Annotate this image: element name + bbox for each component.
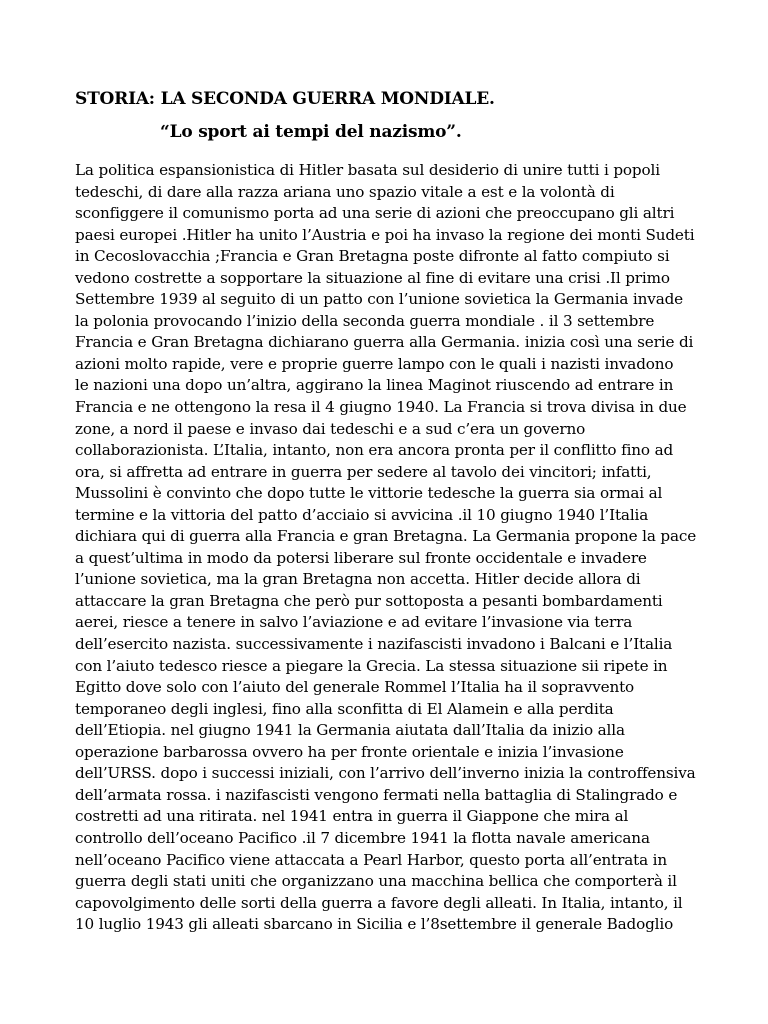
text-line: zone, a nord il paese e invaso dai tedeschi e a sud c’era un governo (75, 419, 586, 438)
text-line: operazione barbarossa ovvero ha per fronte orientale e inizia l’invasione (75, 742, 624, 761)
text-line: Francia e ne ottengono la resa il 4 giugno 1940. La Francia si trova divisa in due (75, 398, 687, 417)
text-line: La politica espansionistica di Hitler basata sul desiderio di unire tutti i popoli (75, 161, 660, 179)
text-line: paesi europei .Hitler ha unito l’Austria e poi ha invaso la regione dei monti Sudeti (75, 225, 695, 244)
text-line: attaccare la gran Bretagna che però pur sottoposta a pesanti bombardamenti (75, 591, 663, 610)
text-line: Francia e Gran Bretagna dichiarano guerra alla Germania. inizia così una serie di (75, 333, 694, 352)
text-line: temporaneo degli inglesi, fino alla sconfitta di El Alamein e alla perdita (75, 699, 614, 718)
text-line: sconfiggere il comunismo porta ad una serie di azioni che preoccupano gli altri (75, 204, 675, 223)
text-line: in Cecoslovacchia ;Francia e Gran Bretagna poste difronte al fatto compiuto si (75, 247, 670, 266)
text-line: le nazioni una dopo un’altra, aggirano la linea Maginot riuscendo ad entrare in (75, 376, 674, 395)
text-line: tedeschi, di dare alla razza ariana uno spazio vitale a est e la volontà di (75, 182, 615, 201)
text-line: collaborazionista. L’Italia, intanto, non era ancora pronta per il conflitto fino ad (75, 441, 674, 460)
text-line: a quest’ultima in modo da potersi liberare sul fronte occidentale e invadere (75, 548, 647, 567)
text-line: Mussolini è convinto che dopo tutte le vittorie tedesche la guerra sia ormai al (75, 484, 663, 503)
text-line: azioni molto rapide, vere e proprie guerre lampo con le quali i nazisti invadono (75, 354, 674, 373)
text-line: con l’aiuto tedesco riesce a piegare la Grecia. La stessa situazione sii ripete in (75, 656, 668, 675)
text-line: dell’armata rossa. i nazifascisti vengono fermati nella battaglia di Stalingrado e (75, 785, 678, 804)
body-text (75, 160, 715, 936)
text-line: dell’esercito nazista. successivamente i nazifascisti invadono i Balcani e l’Italia (75, 635, 673, 654)
text-line: guerra degli stati uniti che organizzano una macchina bellica che comporterà il (75, 872, 677, 891)
text-line: dell’URSS. dopo i successi iniziali, con l’arrivo dell’inverno inizia la controffensiva (75, 764, 696, 783)
text-line: nell’oceano Pacifico viene attaccata a Pearl Harbor, questo porta all’entrata in (75, 850, 668, 869)
text-line: dichiara qui di guerra alla Francia e gran Bretagna. La Germania propone la pace (75, 527, 697, 546)
text-line: Egitto dove solo con l’aiuto del generale Rommel l’Italia ha il sopravvento (75, 678, 635, 697)
document-title: STORIA: LA SECONDA GUERRA MONDIALE. (75, 89, 495, 109)
text-line: aerei, riesce a tenere in salvo l’aviazione e ad evitare l’invasione via terra (75, 613, 633, 632)
text-line: termine e la vittoria del patto d’acciaio si avvicina .il 10 giugno 1940 l’Italia (75, 505, 649, 524)
text-line: ora, si affretta ad entrare in guerra per sedere al tavolo dei vincitori; infatti, (75, 462, 652, 481)
text-line: capovolgimento delle sorti della guerra a favore degli alleati. In Italia, intanto, il (75, 893, 683, 912)
text-line: dell’Etiopia. nel giugno 1941 la Germania aiutata dall’Italia da inizio alla (75, 721, 625, 740)
text-line: controllo dell’oceano Pacifico .il 7 dicembre 1941 la flotta navale americana (75, 828, 650, 847)
text-line: 10 luglio 1943 gli alleati sbarcano in Sicilia e l’8settembre il generale Badoglio (75, 915, 674, 934)
text-line: vedono costrette a sopportare la situazione al fine di evitare una crisi .Il primo (75, 268, 670, 287)
text-line: l’unione sovietica, ma la gran Bretagna non accetta. Hitler decide allora di (75, 570, 641, 589)
text-line: la polonia provocando l’inizio della seconda guerra mondiale . il 3 settembre (75, 311, 655, 330)
document-subtitle: “Lo sport ai tempi del nazismo”. (160, 122, 462, 142)
text-line: costretti ad una ritirata. nel 1941 entra in guerra il Giappone che mira al (75, 807, 629, 826)
text-line: Settembre 1939 al seguito di un patto con l’unione sovietica la Germania invade (75, 290, 684, 309)
